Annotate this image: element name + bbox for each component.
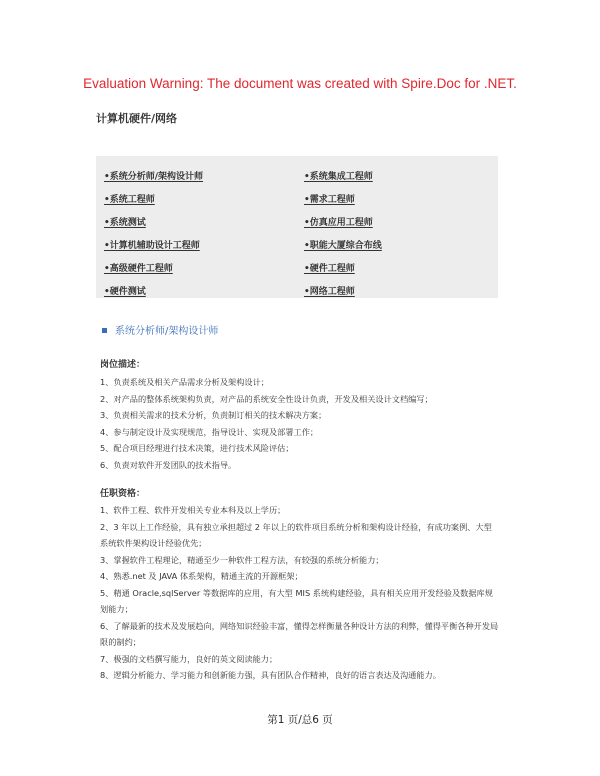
list-item: 4、参与制定设计及实现规范，指导设计、实现及部署工作；: [100, 426, 319, 437]
list-item: 5、配合项目经理进行技术决策，进行技术风险评估；: [100, 443, 294, 453]
list-item: 4、熟悉.net 及 JAVA 体系架构，精通主流的开源框架；: [100, 571, 303, 581]
list-item: 2、对产品的整体系统架构负责，对产品的系统安全性设计负责，开发及相关设计文档编写；: [100, 393, 433, 404]
section-heading-text: 系统分析师/架构设计师: [115, 326, 219, 337]
list-item: 2、3 年以上工作经验，具有独立承担超过 2 年以上的软件项目系统分析和架构设计经验，有成功案例、大型系统软件架构设计经验优先；: [100, 521, 492, 548]
list-item: 3、掌握软件工程理论，精通至少一种软件工程方法，有较强的系统分析能力；: [100, 554, 384, 565]
list-item: 5、精通 Oracle,sqlServer 等数据库的应用，有大型 MIS 系统构建经验，具有相关应用开发经验及数据库规划能力；: [100, 587, 493, 614]
duties-label: 岗位描述：: [100, 360, 146, 370]
list-item: 8、逻辑分析能力、学习能力和创新能力强，具有团队合作精神，良好的语言表达及沟通能力。: [100, 670, 441, 680]
category-nav-box: [96, 156, 498, 298]
evaluation-warning: Evaluation Warning: The document was created with Spire.Doc for .NET.: [83, 76, 517, 91]
square-bullet-icon: [102, 328, 107, 333]
nav-link-system-engineer[interactable]: •系统工程师: [104, 195, 155, 205]
nav-link-system-integration[interactable]: •系统集成工程师: [304, 172, 373, 182]
list-item: 7、极强的文档撰写能力，良好的英文阅读能力；: [100, 653, 278, 664]
nav-link-hardware-engineer[interactable]: •硬件工程师: [304, 264, 355, 274]
list-item: 1、软件工程、软件开发相关专业本科及以上学历；: [100, 505, 286, 515]
list-item: 1、负责系统及相关产品需求分析及架构设计；: [100, 377, 269, 387]
page-number-footer: 第1 页/总6 页: [267, 714, 333, 726]
list-item: 6、了解最新的技术及发展趋向，网络知识经验丰富，懂得怎样衡量各种设计方法的利弊，懂得平衡各种开发局限的制约；: [100, 620, 499, 647]
nav-link-senior-hw-engineer[interactable]: •高级硬件工程师: [104, 264, 173, 274]
nav-link-system-analyst[interactable]: •系统分析师/架构设计师: [104, 172, 204, 182]
nav-link-simulation-eng[interactable]: •仿真应用工程师: [304, 218, 373, 228]
nav-link-cad-engineer[interactable]: •计算机辅助设计工程师: [104, 241, 200, 251]
nav-link-requirements-eng[interactable]: •需求工程师: [304, 195, 355, 205]
list-item: 6、负责对软件开发团队的技术指导。: [100, 459, 237, 470]
nav-link-hardware-testing[interactable]: •硬件测试: [104, 287, 146, 297]
nav-link-system-testing[interactable]: •系统测试: [104, 218, 146, 228]
nav-link-network-engineer[interactable]: •网络工程师: [304, 287, 355, 297]
page-title: 计算机硬件/网络: [96, 112, 178, 125]
list-item: 3、负责相关需求的技术分析，负责制订相关的技术解决方案；: [100, 410, 327, 420]
requirements-label: 任职资格：: [100, 489, 146, 499]
duties-list: [100, 374, 500, 473]
section-heading: [102, 322, 218, 337]
requirements-list: [100, 502, 500, 684]
nav-link-building-cabling[interactable]: •职能大厦综合布线: [304, 241, 382, 251]
